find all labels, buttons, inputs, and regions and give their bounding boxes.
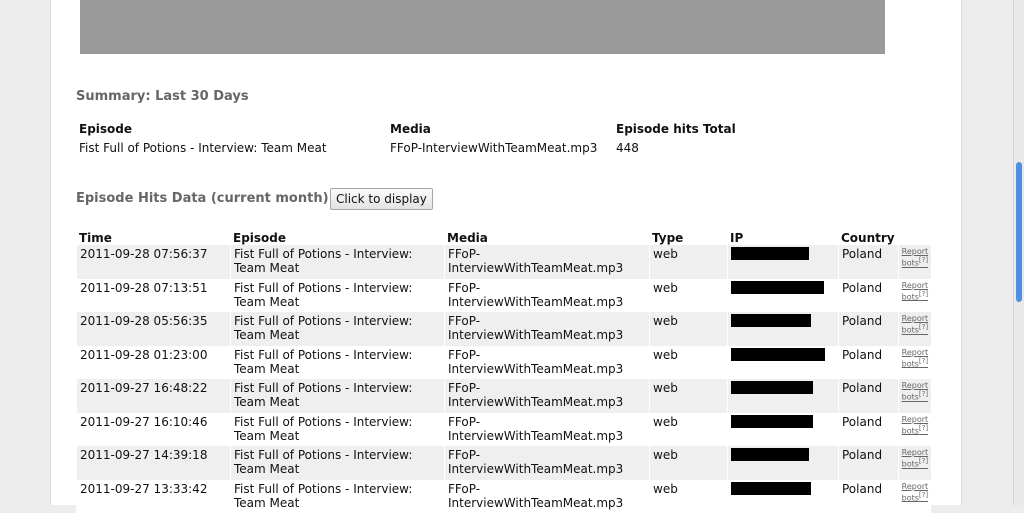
hits-episode-cell: Fist Full of Potions - Interview: Team Meat [230, 346, 444, 380]
hits-episode-cell: Fist Full of Potions - Interview: Team Meat [230, 245, 444, 279]
table-row [76, 312, 931, 346]
report-bots-label: Report bots [902, 448, 929, 469]
hits-type-cell: web [649, 413, 727, 447]
hits-type-cell: web [649, 379, 727, 413]
table-row [76, 379, 931, 413]
hits-time-cell: 2011-09-27 13:33:42 [76, 480, 230, 513]
table-row [76, 413, 931, 447]
summary-hits-value: 448 [616, 141, 639, 155]
report-bots-link[interactable] [902, 348, 929, 369]
hits-country-cell: Poland [838, 379, 898, 413]
col-header-episode: Episode [230, 227, 444, 245]
hits-ip-cell [727, 379, 838, 413]
hits-media-cell: FFoP-InterviewWithTeamMeat.mp3 [444, 245, 649, 279]
table-row [76, 245, 931, 279]
hits-episode-cell: Fist Full of Potions - Interview: Team Meat [230, 312, 444, 346]
report-help-link[interactable]: [?] [919, 323, 928, 331]
redacted-ip-block [731, 448, 809, 461]
hits-type-cell: web [649, 480, 727, 513]
report-bots-label: Report bots [902, 247, 929, 268]
summary-episode-header: Episode [79, 122, 132, 136]
report-bots-label: Report bots [902, 314, 929, 335]
hits-data-title: Episode Hits Data (current month) [76, 191, 329, 206]
report-bots-cell [898, 480, 932, 513]
hits-country-cell: Poland [838, 279, 898, 313]
hits-ip-cell [727, 413, 838, 447]
click-to-display-button[interactable]: Click to display [330, 188, 433, 210]
hits-episode-cell: Fist Full of Potions - Interview: Team Meat [230, 279, 444, 313]
scrollbar-thumb[interactable] [1016, 162, 1022, 302]
hits-media-cell: FFoP-InterviewWithTeamMeat.mp3 [444, 480, 649, 513]
hits-ip-cell [727, 346, 838, 380]
hits-time-cell: 2011-09-27 14:39:18 [76, 446, 230, 480]
report-help-link[interactable]: [?] [919, 424, 928, 432]
hits-time-cell: 2011-09-28 07:56:37 [76, 245, 230, 279]
summary-title: Summary: Last 30 Days [76, 89, 249, 104]
hits-episode-cell: Fist Full of Potions - Interview: Team Meat [230, 446, 444, 480]
hits-time-cell: 2011-09-28 05:56:35 [76, 312, 230, 346]
hits-country-cell: Poland [838, 413, 898, 447]
hits-type-cell: web [649, 446, 727, 480]
report-bots-link[interactable] [902, 448, 929, 469]
hits-country-cell: Poland [838, 480, 898, 513]
report-help-link[interactable]: [?] [919, 390, 928, 398]
hits-type-cell: web [649, 245, 727, 279]
banner-image [80, 0, 885, 54]
hits-table-header [76, 227, 931, 245]
report-bots-cell [898, 446, 932, 480]
hits-media-cell: FFoP-InterviewWithTeamMeat.mp3 [444, 446, 649, 480]
report-bots-cell [898, 413, 932, 447]
hits-type-cell: web [649, 279, 727, 313]
report-bots-link[interactable] [902, 247, 929, 268]
report-bots-cell [898, 245, 932, 279]
report-bots-label: Report bots [902, 381, 929, 402]
table-row [76, 279, 931, 313]
hits-media-cell: FFoP-InterviewWithTeamMeat.mp3 [444, 379, 649, 413]
report-bots-cell [898, 279, 932, 313]
redacted-ip-block [731, 415, 813, 428]
report-bots-label: Report bots [902, 482, 929, 503]
report-bots-label: Report bots [902, 281, 929, 302]
hits-country-cell: Poland [838, 312, 898, 346]
col-header-media: Media [444, 227, 649, 245]
hits-episode-cell: Fist Full of Potions - Interview: Team Meat [230, 379, 444, 413]
report-bots-label: Report bots [902, 415, 929, 436]
hits-media-cell: FFoP-InterviewWithTeamMeat.mp3 [444, 312, 649, 346]
redacted-ip-block [731, 348, 825, 361]
report-help-link[interactable]: [?] [919, 491, 928, 499]
hits-type-cell: web [649, 346, 727, 380]
hits-episode-cell: Fist Full of Potions - Interview: Team Meat [230, 413, 444, 447]
report-bots-link[interactable] [902, 482, 929, 503]
report-help-link[interactable]: [?] [919, 357, 928, 365]
report-bots-link[interactable] [902, 314, 929, 335]
redacted-ip-block [731, 482, 811, 495]
hits-media-cell: FFoP-InterviewWithTeamMeat.mp3 [444, 413, 649, 447]
summary-episode-value: Fist Full of Potions - Interview: Team Meat [79, 141, 327, 155]
summary-media-header: Media [390, 122, 431, 136]
hits-table-body [76, 245, 931, 513]
col-header-time: Time [76, 227, 230, 245]
report-bots-cell [898, 312, 932, 346]
report-bots-label: Report bots [902, 348, 929, 369]
hits-table [76, 227, 931, 513]
summary-hits-header: Episode hits Total [616, 122, 736, 136]
table-row [76, 446, 931, 480]
report-bots-link[interactable] [902, 381, 929, 402]
report-help-link[interactable]: [?] [919, 256, 928, 264]
report-bots-link[interactable] [902, 415, 929, 436]
hits-time-cell: 2011-09-28 01:23:00 [76, 346, 230, 380]
col-header-country: Country [838, 227, 898, 245]
table-row [76, 346, 931, 380]
hits-type-cell: web [649, 312, 727, 346]
table-row [76, 480, 931, 513]
hits-ip-cell [727, 480, 838, 513]
report-help-link[interactable]: [?] [919, 290, 928, 298]
report-bots-link[interactable] [902, 281, 929, 302]
report-help-link[interactable]: [?] [919, 457, 928, 465]
summary-media-value: FFoP-InterviewWithTeamMeat.mp3 [390, 141, 597, 155]
report-bots-cell [898, 379, 932, 413]
hits-ip-cell [727, 279, 838, 313]
hits-ip-cell [727, 245, 838, 279]
hits-ip-cell [727, 446, 838, 480]
hits-episode-cell: Fist Full of Potions - Interview: Team Meat [230, 480, 444, 513]
col-header-ip: IP [727, 227, 838, 245]
hits-media-cell: FFoP-InterviewWithTeamMeat.mp3 [444, 346, 649, 380]
redacted-ip-block [731, 247, 809, 260]
hits-time-cell: 2011-09-27 16:48:22 [76, 379, 230, 413]
hits-time-cell: 2011-09-27 16:10:46 [76, 413, 230, 447]
vertical-scrollbar[interactable] [1013, 0, 1024, 505]
hits-country-cell: Poland [838, 245, 898, 279]
redacted-ip-block [731, 281, 824, 294]
report-bots-cell [898, 346, 932, 380]
col-header-type: Type [649, 227, 727, 245]
redacted-ip-block [731, 314, 811, 327]
hits-country-cell: Poland [838, 346, 898, 380]
hits-ip-cell [727, 312, 838, 346]
redacted-ip-block [731, 381, 813, 394]
hits-media-cell: FFoP-InterviewWithTeamMeat.mp3 [444, 279, 649, 313]
hits-country-cell: Poland [838, 446, 898, 480]
hits-time-cell: 2011-09-28 07:13:51 [76, 279, 230, 313]
